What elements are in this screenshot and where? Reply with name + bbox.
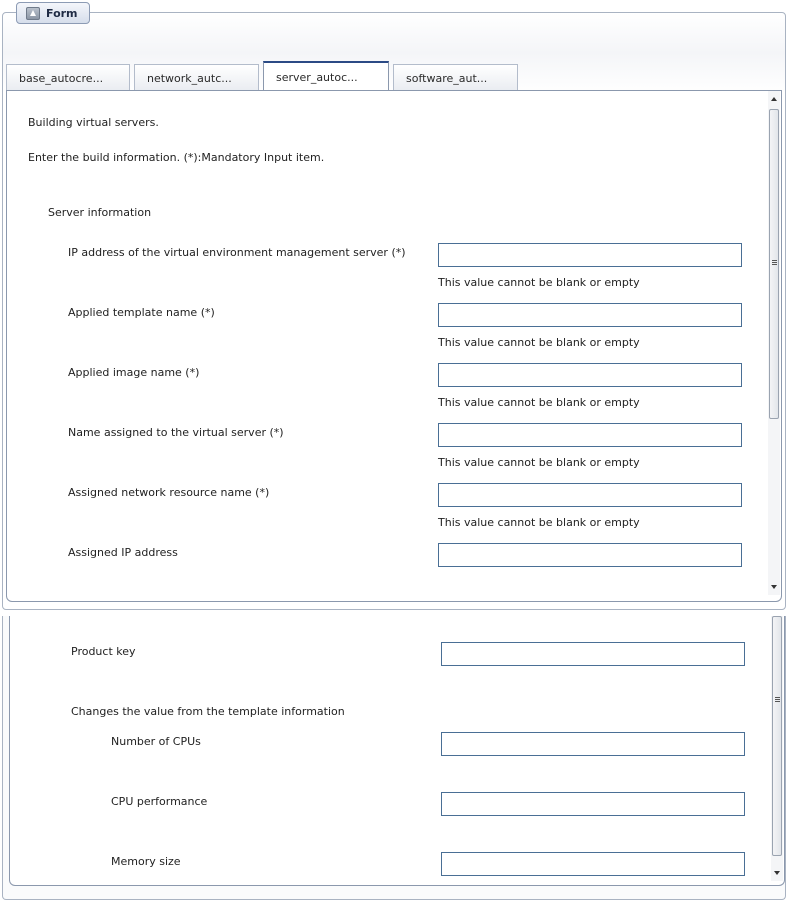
tab-label: software_aut... bbox=[406, 71, 488, 85]
template-changes-title: Changes the value from the template information bbox=[71, 705, 345, 718]
up-arrow-icon bbox=[26, 7, 40, 20]
form-section-toggle[interactable] bbox=[16, 2, 90, 24]
tab-server-autocreate[interactable] bbox=[263, 61, 389, 92]
network-resource-name-input[interactable] bbox=[438, 483, 742, 507]
validation-message: This value cannot be blank or empty bbox=[438, 336, 640, 349]
field-label-virtual-server-name: Name assigned to the virtual server (*) bbox=[68, 426, 284, 439]
image-name-input[interactable] bbox=[438, 363, 742, 387]
validation-message: This value cannot be blank or empty bbox=[438, 276, 640, 289]
field-label-assigned-ip: Assigned IP address bbox=[68, 546, 178, 559]
server-tab-content bbox=[6, 90, 782, 602]
scroll-up-arrow-icon[interactable] bbox=[771, 97, 777, 101]
server-section-title: Server information bbox=[48, 206, 152, 219]
cpu-performance-input[interactable] bbox=[441, 792, 745, 816]
field-label-memory-size: Memory size bbox=[111, 855, 181, 868]
vertical-scrollbar[interactable] bbox=[771, 616, 783, 881]
virtual-server-name-input[interactable] bbox=[438, 423, 742, 447]
template-name-input[interactable] bbox=[438, 303, 742, 327]
intro-text: Building virtual servers. bbox=[28, 116, 159, 129]
validation-message: This value cannot be blank or empty bbox=[438, 516, 640, 529]
vm-mgmt-server-ip-input[interactable] bbox=[438, 243, 742, 267]
tab-label: network_autc... bbox=[147, 71, 232, 85]
validation-message: This value cannot be blank or empty bbox=[438, 456, 640, 469]
scrollbar-thumb[interactable] bbox=[769, 109, 779, 419]
tab-label: server_autoc... bbox=[276, 71, 358, 84]
form-badge-label: Form bbox=[46, 6, 78, 20]
field-label-network-resource-name: Assigned network resource name (*) bbox=[68, 486, 270, 499]
tab-bar bbox=[6, 60, 522, 91]
validation-message: This value cannot be blank or empty bbox=[438, 396, 640, 409]
scroll-down-arrow-icon[interactable] bbox=[771, 585, 777, 589]
field-label-cpu-count: Number of CPUs bbox=[111, 735, 201, 748]
scroll-down-arrow-icon[interactable] bbox=[774, 871, 780, 875]
grip-icon bbox=[772, 260, 777, 265]
instructions-text: Enter the build information. (*):Mandatory Input item. bbox=[28, 151, 325, 164]
field-label-template-name: Applied template name (*) bbox=[68, 306, 215, 319]
server-tab-content-lower bbox=[9, 616, 785, 886]
field-label-product-key: Product key bbox=[71, 645, 136, 658]
grip-icon bbox=[775, 697, 780, 702]
cpu-count-input[interactable] bbox=[441, 732, 745, 756]
memory-size-input[interactable] bbox=[441, 852, 745, 876]
product-key-input[interactable] bbox=[441, 642, 745, 666]
tab-software-autocreate[interactable] bbox=[393, 64, 518, 91]
tab-label: base_autocre... bbox=[19, 71, 104, 85]
form-panel-continued bbox=[2, 616, 786, 900]
vertical-scrollbar[interactable] bbox=[768, 91, 780, 595]
assigned-ip-input[interactable] bbox=[438, 543, 742, 567]
tab-network-autocreate[interactable] bbox=[134, 64, 259, 91]
scrollbar-thumb[interactable] bbox=[772, 616, 782, 856]
tab-base-autocreate[interactable] bbox=[6, 64, 130, 91]
field-label-image-name: Applied image name (*) bbox=[68, 366, 200, 379]
field-label-cpu-performance: CPU performance bbox=[111, 795, 208, 808]
field-label-vm-mgmt-server-ip: IP address of the virtual environment management server (*) bbox=[68, 246, 406, 259]
